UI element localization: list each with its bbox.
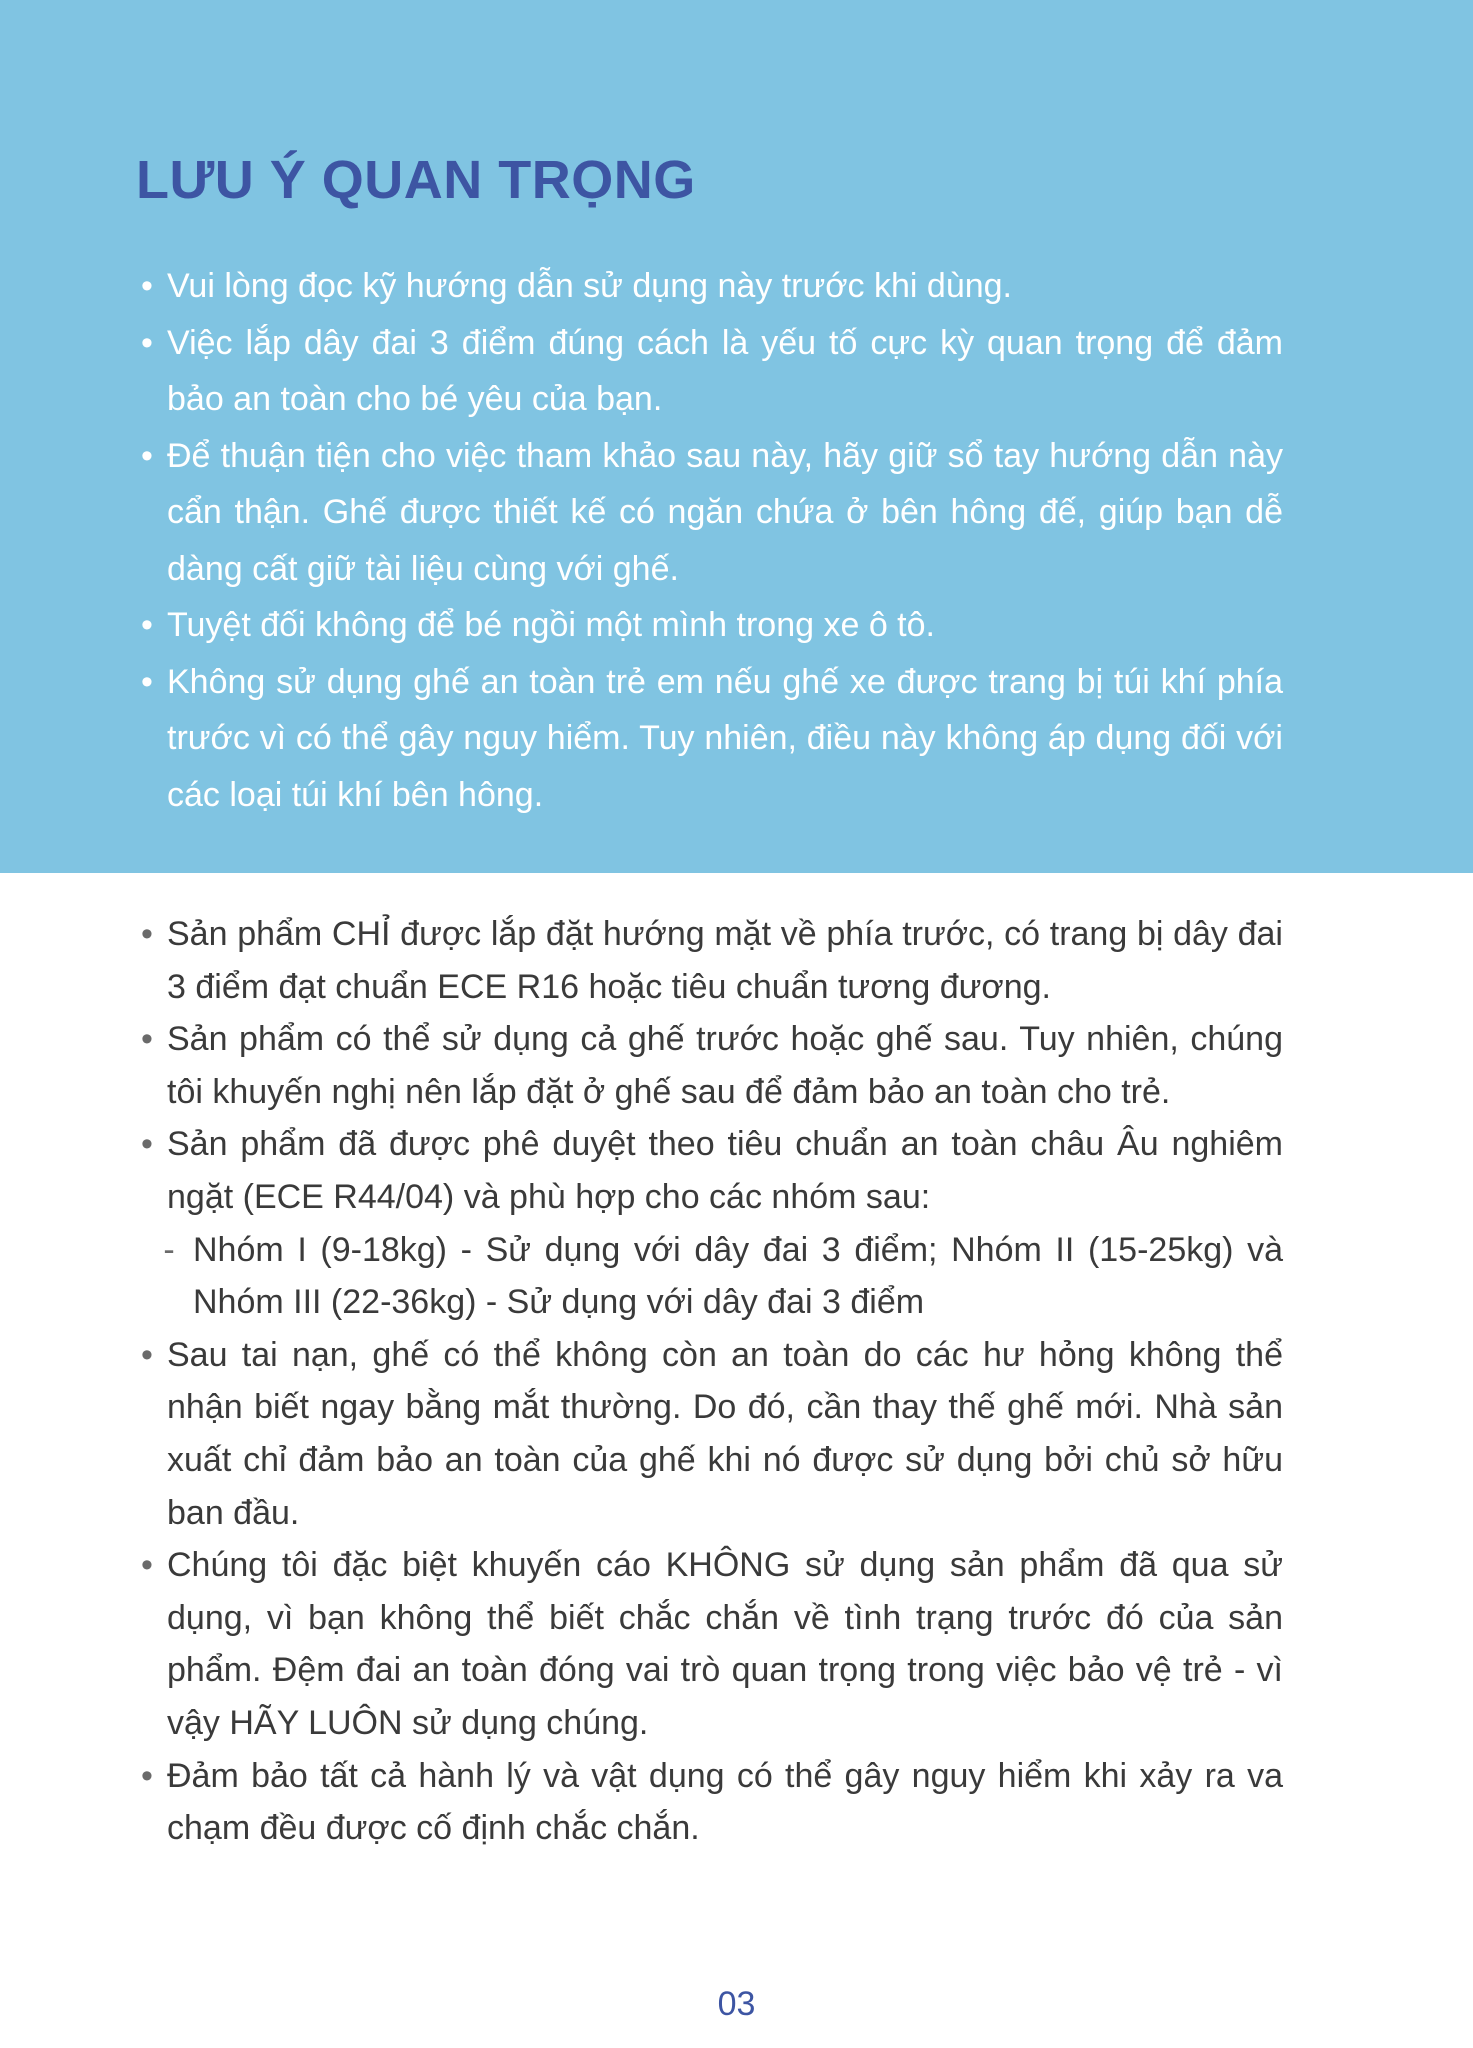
sub-list-item-text: Nhóm I (9-18kg) - Sử dụng với dây đai 3 điểm; Nhóm II (15-25kg) và Nhóm III (22-36kg) - Sử dụng với dây đai 3 điểm bbox=[193, 1230, 1283, 1322]
list-item bbox=[0, 1750, 1283, 1855]
important-notes-panel bbox=[0, 0, 1473, 873]
bullet-icon: • bbox=[141, 1335, 153, 1374]
page-number: 03 bbox=[717, 1985, 756, 2023]
bullet-icon: • bbox=[141, 323, 153, 362]
bullet-icon: • bbox=[141, 606, 153, 644]
list-item bbox=[0, 1329, 1283, 1539]
list-item bbox=[0, 1539, 1283, 1749]
bullet-icon: • bbox=[141, 1125, 153, 1164]
list-item-text: Tuyệt đối không để bé ngồi một mình trong xe ô tô. bbox=[167, 606, 935, 644]
bullet-icon: • bbox=[141, 915, 153, 953]
list-item-text: Việc lắp dây đai 3 điểm đúng cách là yếu tố cực kỳ quan trọng để đảm bảo an toàn cho bé yêu của bạn. bbox=[167, 323, 1283, 418]
list-item-text: Chúng tôi đặc biệt khuyến cáo KHÔNG sử dụng sản phẩm đã qua sử dụng, vì bạn không thể biết chắc chắn về tình trạng trước đó của sản phẩm. Đệm đai an toàn đóng vai trò quan trọng trong việc bảo vệ trẻ - vì vậy HÃY LUÔN sử dụng chúng. bbox=[167, 1546, 1283, 1742]
list-item-text: Vui lòng đọc kỹ hướng dẫn sử dụng này trước khi dùng. bbox=[167, 267, 1012, 305]
list-item-text: Sản phẩm có thể sử dụng cả ghế trước hoặc ghế sau. Tuy nhiên, chúng tôi khuyến nghị nên lắp đặt ở ghế sau để đảm bảo an toàn cho trẻ. bbox=[167, 1020, 1283, 1111]
page-title: LƯU Ý QUAN TRỌNG bbox=[136, 150, 696, 210]
bullet-icon: • bbox=[141, 662, 153, 701]
dash-icon: - bbox=[163, 1230, 175, 1269]
list-item bbox=[0, 258, 1283, 315]
sub-list-item bbox=[0, 1224, 1283, 1329]
bullet-icon: • bbox=[141, 1546, 153, 1585]
list-item bbox=[0, 1013, 1283, 1118]
bullet-icon: • bbox=[141, 436, 153, 475]
list-item-text: Sản phẩm đã được phê duyệt theo tiêu chuẩn an toàn châu Âu nghiêm ngặt (ECE R44/04) và phù hợp cho các nhóm sau: bbox=[167, 1125, 1283, 1216]
usage-notes-list bbox=[0, 908, 1473, 1855]
list-item-text: Để thuận tiện cho việc tham khảo sau này, hãy giữ sổ tay hướng dẫn này cẩn thận. Ghế được thiết kế có ngăn chứa ở bên hông đế, giúp bạn dễ dàng cất giữ tài liệu cùng với ghế. bbox=[167, 436, 1283, 588]
important-notes-list bbox=[0, 258, 1473, 823]
list-item bbox=[0, 597, 1283, 654]
bullet-icon: • bbox=[141, 1020, 153, 1059]
list-item-text: Sản phẩm CHỈ được lắp đặt hướng mặt về phía trước, có trang bị dây đai 3 điểm đạt chuẩn ECE R16 hoặc tiêu chuẩn tương đương. bbox=[167, 915, 1283, 1006]
list-item bbox=[0, 315, 1283, 428]
list-item bbox=[0, 908, 1283, 1013]
list-item bbox=[0, 428, 1283, 598]
list-item-text: Đảm bảo tất cả hành lý và vật dụng có thể gây nguy hiểm khi xảy ra va chạm đều được cố định chắc chắn. bbox=[167, 1756, 1283, 1848]
list-item-text: Sau tai nạn, ghế có thể không còn an toàn do các hư hỏng không thể nhận biết ngay bằng mắt thường. Do đó, cần thay thế ghế mới. Nhà sản xuất chỉ đảm bảo an toàn của ghế khi nó được sử dụng bởi chủ sở hữu ban đầu. bbox=[167, 1335, 1283, 1532]
list-item bbox=[0, 654, 1283, 824]
list-item-text: Không sử dụng ghế an toàn trẻ em nếu ghế xe được trang bị túi khí phía trước vì có thể gây nguy hiểm. Tuy nhiên, điều này không áp dụng đối với các loại túi khí bên hông. bbox=[167, 662, 1283, 814]
bullet-icon: • bbox=[141, 267, 153, 305]
list-item bbox=[0, 1118, 1283, 1223]
bullet-icon: • bbox=[141, 1756, 153, 1795]
